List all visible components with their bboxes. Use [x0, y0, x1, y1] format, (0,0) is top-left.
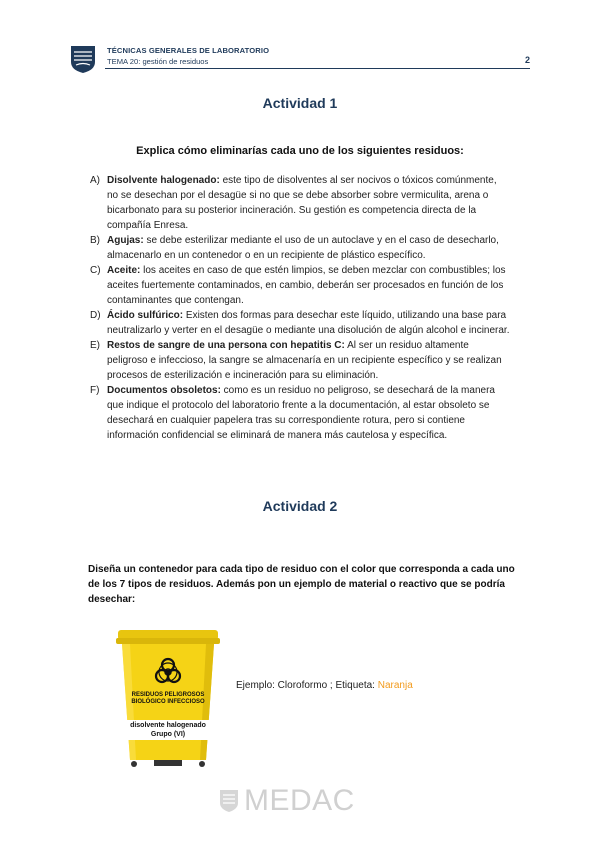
- item-term: Aceite:: [107, 265, 141, 276]
- item-letter: E): [90, 340, 100, 351]
- item-text: los aceites en caso de que estén limpios, se deben mezclar con combustibles; los aceites fuertemente contaminados, en cambio, deberán ser procesados en función de los contaminantes que contengan.: [107, 265, 506, 306]
- item-letter: D): [90, 310, 101, 321]
- list-item: [90, 308, 510, 338]
- item-letter: A): [90, 175, 100, 186]
- activity-2-title: Actividad 2: [262, 498, 338, 514]
- item-term: Ácido sulfúrico:: [107, 310, 184, 321]
- example-prefix: Ejemplo: Cloroformo ; Etiqueta:: [236, 680, 378, 691]
- item-text: como es un residuo no peligroso, se desechará de la manera que indique el protocolo del laboratorio frente a la documentación, al estar obsoleto se desechará en cualquier papelera tras su correspondiente rotura, pero si contiene información confidencial se eliminará de manera más cautelosa y específica.: [107, 385, 495, 441]
- activity-2-instructions: Diseña un contenedor para cada tipo de residuo con el color que corresponda a cada uno de los 7 tipos de residuos. Además pon un ejemplo de material o reactivo que se podría desechar:: [88, 564, 515, 606]
- item-letter: B): [90, 235, 100, 246]
- svg-text:BIOLÓGICO INFECCIOSO: BIOLÓGICO INFECCIOSO: [131, 699, 205, 705]
- list-item: [90, 263, 510, 308]
- medac-shield-icon: [70, 44, 96, 74]
- item-letter: C): [90, 265, 101, 276]
- topic-subtitle: TEMA 20: gestión de residuos: [107, 57, 209, 66]
- header-divider: [105, 68, 530, 69]
- footer-shield-icon: [219, 789, 239, 813]
- item-term: Documentos obsoletos:: [107, 385, 221, 396]
- bin-label-line-2: Grupo (VI): [150, 731, 186, 738]
- footer-brand: MEDAC: [244, 784, 355, 817]
- item-text: se debe esterilizar mediante el uso de un autoclave y en el caso de desecharlo, almacenarlo en un contenedor o en un recipiente de plástico específico.: [107, 235, 499, 261]
- item-text: Al ser un residuo altamente peligroso e infeccioso, la sangre se almacenaría en un recipiente específico y se realizan procesos de esterilización e incineración para su eliminación.: [107, 340, 502, 381]
- document-header: [70, 42, 530, 78]
- activity-1-title: Actividad 1: [262, 95, 338, 111]
- activity-1-question: Explica cómo eliminarías cada uno de los siguientes residuos:: [136, 145, 464, 157]
- list-item: [90, 233, 510, 263]
- page-number: 2: [524, 55, 530, 65]
- waste-bin-image: [114, 628, 222, 768]
- bin-lid-text: RESIDUOS PELIGROSOS: [131, 692, 205, 698]
- example-label: Naranja: [377, 680, 413, 691]
- item-term: Restos de sangre de una persona con hepatitis C:: [107, 340, 345, 351]
- list-item: [90, 173, 510, 233]
- item-term: Agujas:: [107, 235, 144, 246]
- item-text: Existen dos formas para desechar este líquido, utilizando una base para neutralizarlo y verter en el desagüe o mediante una disolución de algún alcohol e incinerar.: [107, 310, 510, 336]
- example-text: [236, 680, 413, 691]
- bin-label: [120, 720, 216, 740]
- residue-list: [90, 173, 510, 443]
- item-term: Disolvente halogenado:: [107, 175, 220, 186]
- list-item: [90, 338, 510, 383]
- item-letter: F): [90, 385, 100, 396]
- course-title: TÉCNICAS GENERALES DE LABORATORIO: [107, 46, 270, 55]
- item-text: este tipo de disolventes al ser nocivos o tóxicos comúnmente, no se desechan por el desagüe si no que se debe absorber sobre vermiculita, arena o bicarbonato para su posterior incineración. Su gestión es competencia directa de la compañía Enresa.: [107, 175, 497, 231]
- list-item: [90, 383, 510, 443]
- bin-label-line-1: disolvente halogenado: [130, 722, 206, 729]
